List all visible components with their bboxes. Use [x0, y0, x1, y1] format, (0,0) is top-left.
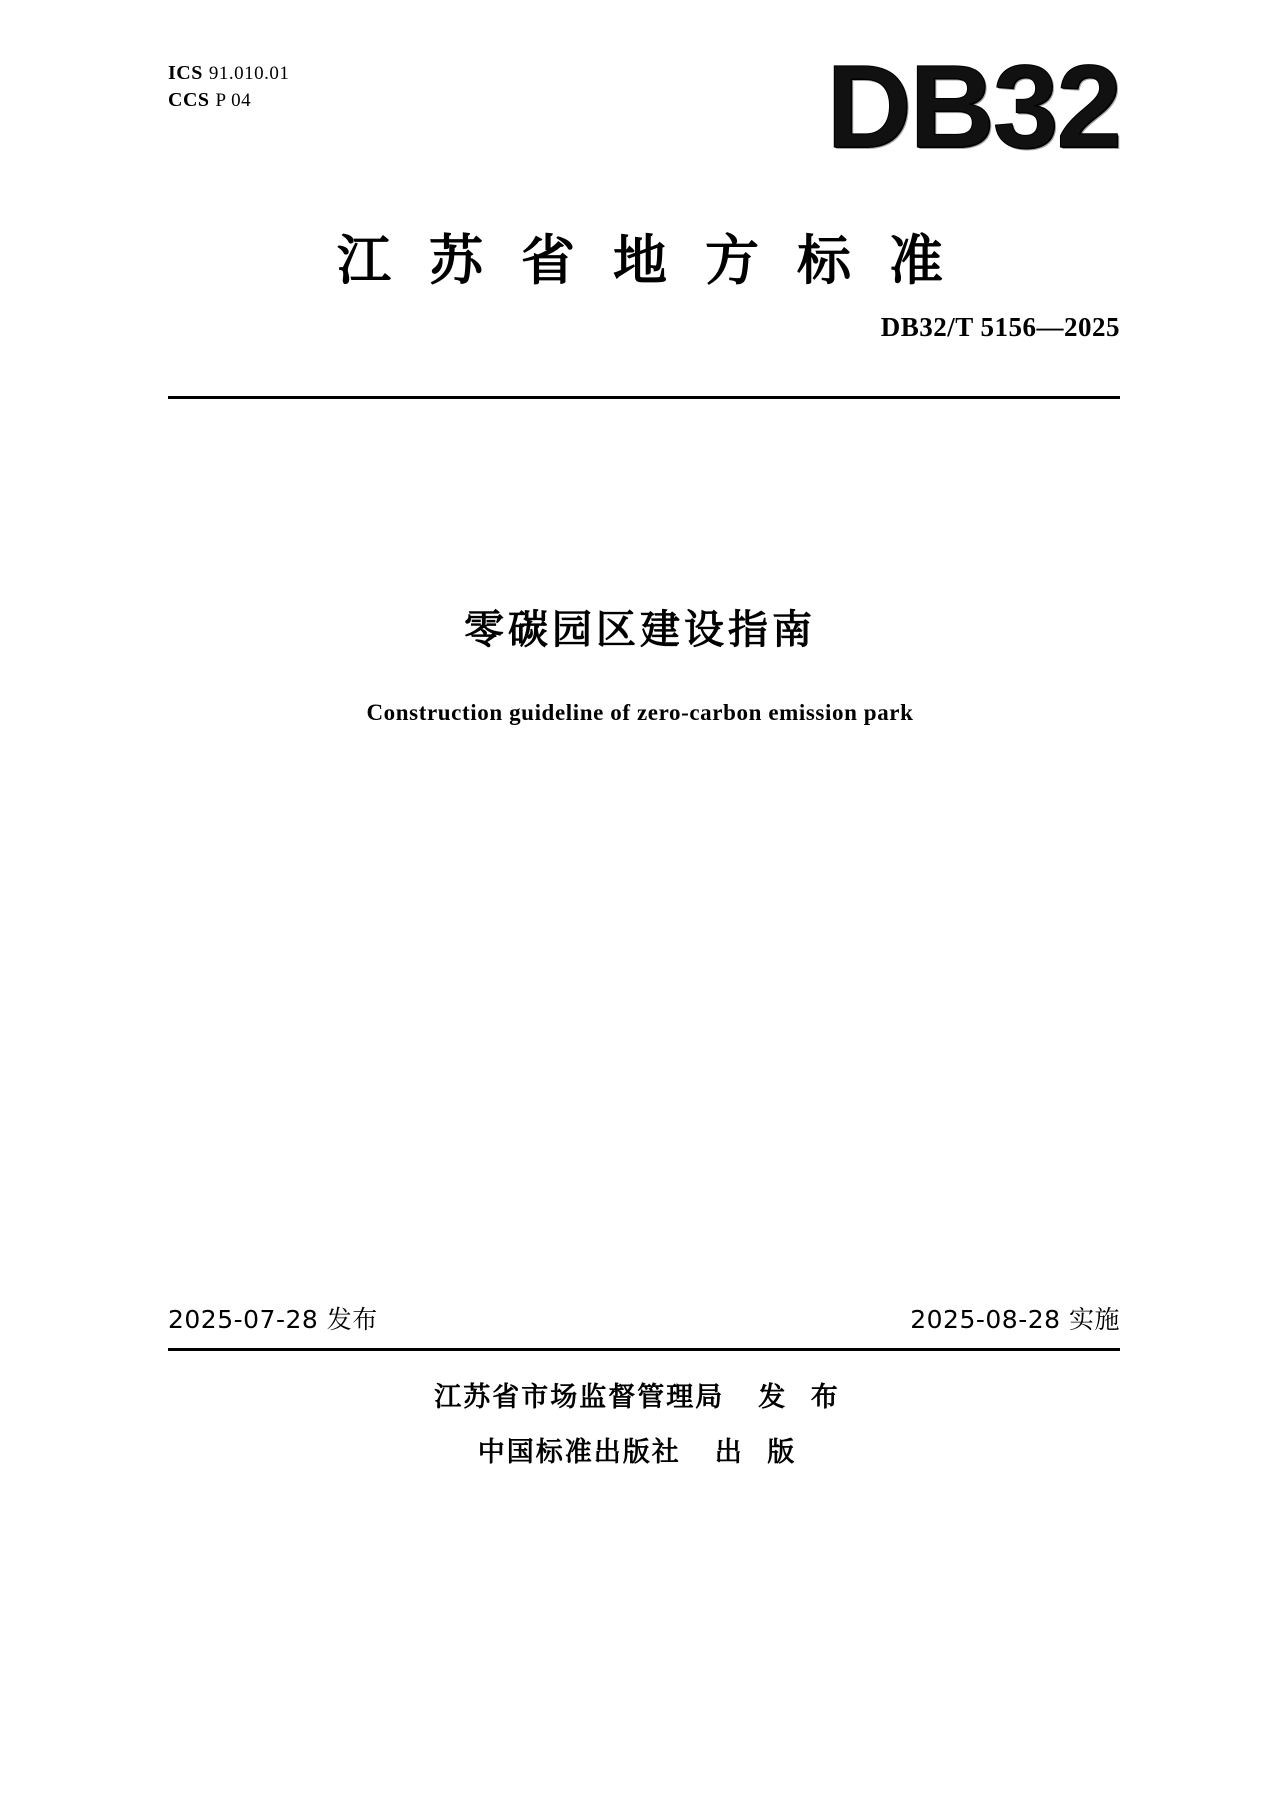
- ics-classification-block: [168, 60, 289, 114]
- ics-value: 91.010.01: [208, 63, 290, 84]
- ccs-value: P 04: [215, 90, 252, 111]
- publisher-action: 出 版: [714, 1437, 803, 1469]
- document-title-chinese: 零碳园区建设指南: [464, 607, 816, 653]
- standard-number: DB32/T 5156—2025: [880, 312, 1120, 342]
- ics-line: [168, 60, 289, 87]
- header-divider: [168, 396, 1120, 399]
- date-row: [168, 1300, 1120, 1336]
- footer-divider: [168, 1348, 1120, 1351]
- province-standard-heading: 江苏省地方标准: [337, 229, 981, 292]
- issuer-action: 发 布: [758, 1382, 846, 1413]
- ics-label: ICS: [168, 62, 203, 84]
- document-title-english: Construction guideline of zero-carbon emission park: [366, 700, 914, 725]
- effective-date: 2025-08-28 实施: [910, 1305, 1120, 1334]
- issuer-name: 江苏省市场监督管理局: [434, 1382, 725, 1413]
- ccs-label: CCS: [168, 89, 210, 111]
- issuer-line: [0, 1370, 1280, 1425]
- publisher-name: 中国标准出版社: [477, 1437, 681, 1469]
- issue-date: 2025-07-28 发布: [168, 1305, 378, 1334]
- ccs-line: [168, 87, 289, 114]
- publisher-block: [0, 1370, 1280, 1481]
- db32-logo: DB32: [826, 41, 1120, 173]
- publisher-line: [0, 1425, 1280, 1480]
